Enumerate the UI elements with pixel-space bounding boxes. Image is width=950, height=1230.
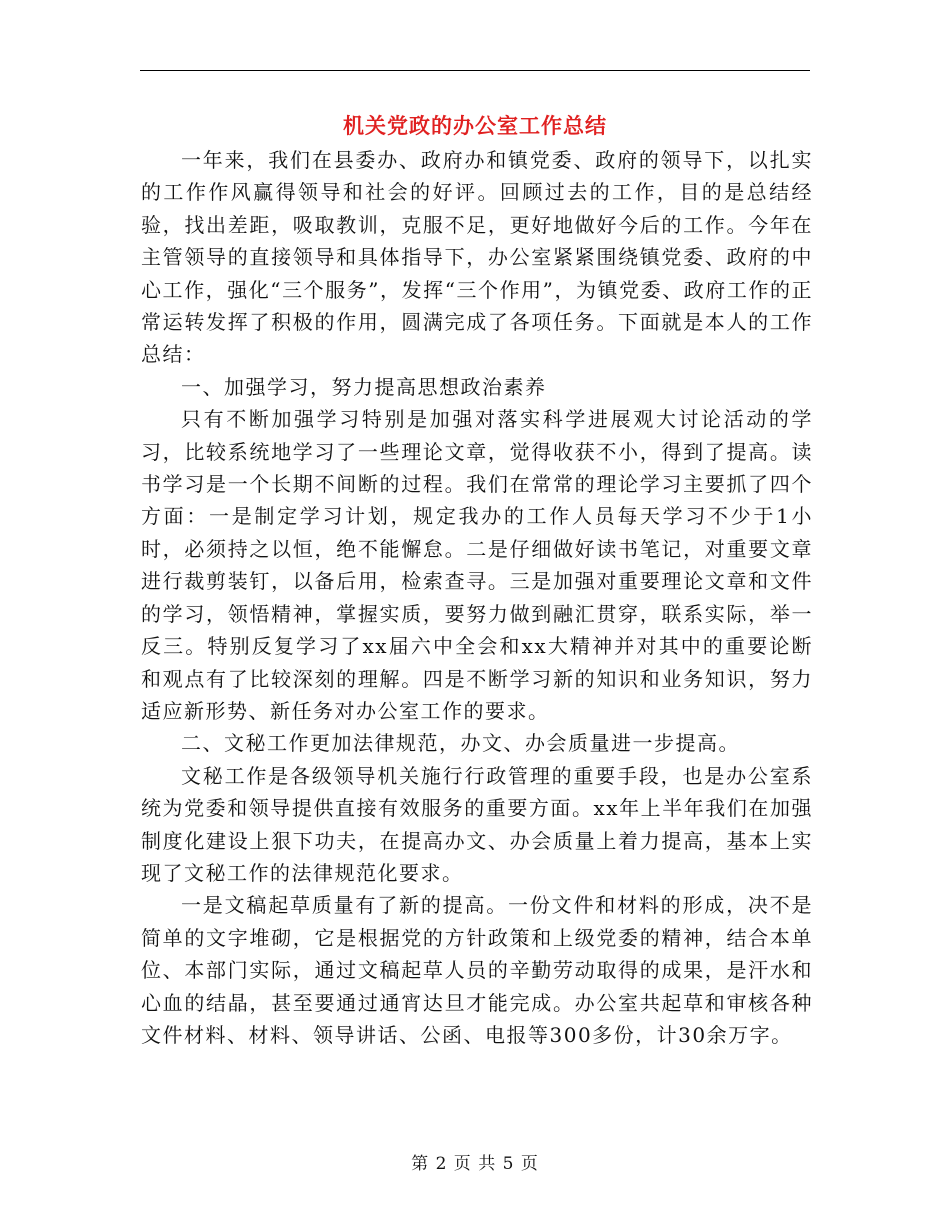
section-heading-1: 一、加强学习，努力提高思想政治素养 [181, 374, 547, 399]
paragraph-study: 只有不断加强学习特别是加强对落实科学进展观大讨论活动的学习，比较系统地学习了一些理论文章，觉得收获不小，得到了提高。读书学习是一个长期不间断的过程。我们在常常的理论学习主要抓了四个方面：一是制定学习计划，规定我办的工作人员每天学习不少于1小时，必须持之以恒，绝不能懈怠。二是仔细做好读书笔记，对重要文章进行裁剪装钉，以备后用，检索查寻。三是加强对重要理论文章和文件的学习，领悟精神，掌握实质，要努力做到融汇贯穿，联系实际，举一反三。特别反复学习了xx届六中全会和xx大精神并对其中的重要论断和观点有了比较深刻的理解。四是不断学习新的知识和业务知识，努力适应新形势、新任务对办公室工作的要求。 [141, 407, 813, 723]
section-heading-2: 二、文秘工作更加法律规范，办文、办会质量进一步提高。 [181, 731, 740, 756]
paragraph-secretarial: 文秘工作是各级领导机关施行行政管理的重要手段，也是办公室系统为党委和领导提供直接有效服务的重要方面。xx年上半年我们在加强制度化建设上狠下功夫，在提高办文、办会质量上着力提高，基本上实现了文秘工作的法律规范化要求。 [141, 763, 813, 885]
page-number-footer: 第 2 页 共 5 页 [411, 1154, 539, 1174]
paragraph-drafting: 一是文稿起草质量有了新的提高。一份文件和材料的形成，决不是简单的文字堆砌，它是根据党的方针政策和上级党委的精神，结合本单位、本部门实际，通过文稿起草人员的辛勤劳动取得的成果，是汗水和心血的结晶，甚至要通过通宵达旦才能完成。办公室共起草和审核各种文件材料、材料、领导讲话、公函、电报等300多份，计30余万字。 [141, 893, 813, 1047]
paragraph-intro: 一年来，我们在县委办、政府办和镇党委、政府的领导下，以扎实的工作作风赢得领导和社会的好评。回顾过去的工作，目的是总结经验，找出差距，吸取教训，克服不足，更好地做好今后的工作。今年在主管领导的直接领导和具体指导下，办公室紧紧围绕镇党委、政府的中心工作，强化“三个服务”，发挥“三个作用”，为镇党委、政府工作的正常运转发挥了积极的作用，圆满完成了各项任务。下面就是本人的工作总结： [141, 148, 813, 367]
document-title: 机关党政的办公室工作总结 [343, 113, 607, 138]
document-body [141, 144, 813, 1051]
header-rule [140, 70, 810, 71]
